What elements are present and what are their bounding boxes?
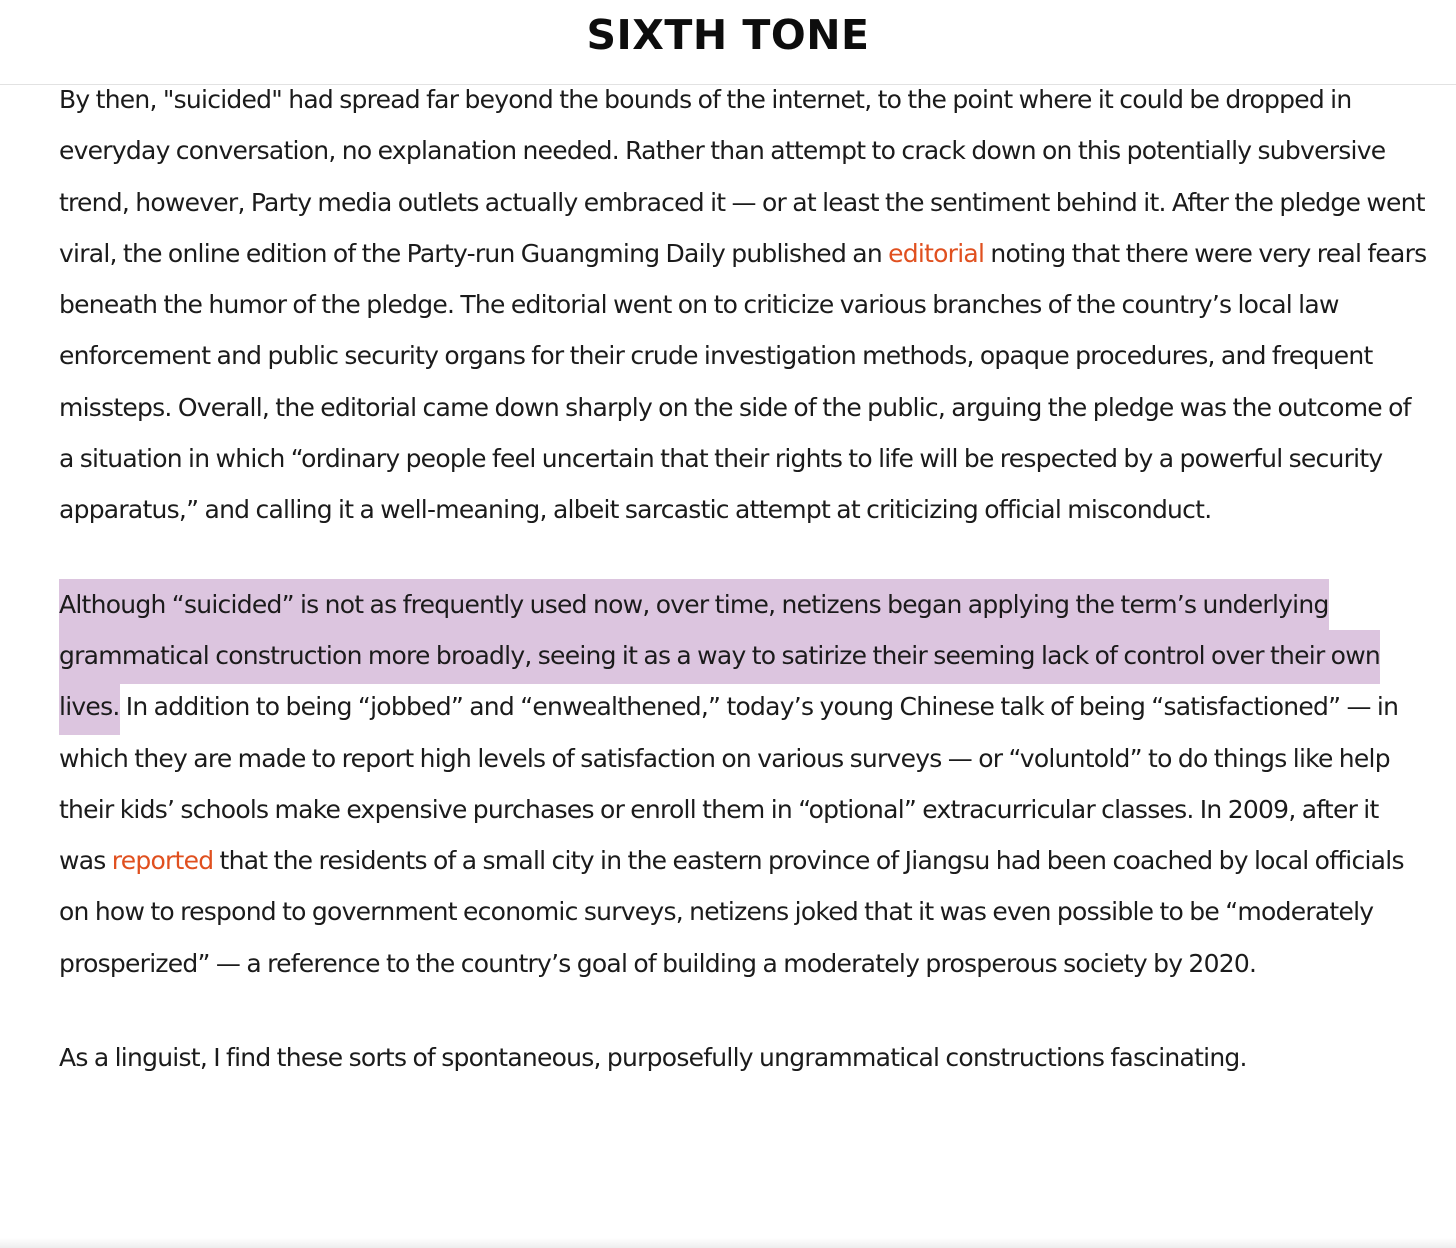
reported-link[interactable]: reported: [111, 846, 214, 876]
article-paragraph-1: [59, 74, 1429, 536]
editorial-link[interactable]: editorial: [888, 238, 985, 268]
article-paragraph-2: [59, 579, 1429, 989]
highlighted-text-selection[interactable]: Although “suicided” is not as frequently used now, over time, netizens began applying the term’s underlying grammatical construction more broadly, seeing it as a way to satirize their seeming lack of control over their own lives.: [59, 579, 1380, 736]
article-paragraph-3: [59, 1032, 1429, 1083]
site-header: [0, 0, 1456, 85]
paragraph-text: that the residents of a small city in the eastern province of Jiangsu had been coached by local officials on how to respond to government economic surveys, netizens joked that it was even possible to be “moderately prosperized” — a reference to the country’s goal of building a moderately prosperous society by 2020.: [59, 846, 1404, 978]
paragraph-text: noting that there were very real fears beneath the humor of the pledge. The editorial went on to criticize various branches of the country’s local law enforcement and public security organs for their crude investigation methods, opaque procedures, and frequent missteps. Overall, the editorial came down sharply on the side of the public, arguing the pledge was the outcome of a situation in which “ordinary people feel uncertain that their rights to life will be respected by a powerful security apparatus,” and calling it a well-meaning, albeit sarcastic attempt at criticizing official misconduct.: [59, 238, 1427, 525]
paragraph-text: By then, "suicided" had spread far beyond the bounds of the internet, to the point where it could be dropped in everyday conversation, no explanation needed. Rather than attempt to crack down on this potentially subversive trend, however, Party media outlets actually embraced it — or at least the sentiment behind it. After the pledge went viral, the online edition of the Party-run Guangming Daily published an: [59, 85, 1425, 268]
paragraph-text: In addition to being “jobbed” and “enwealthened,” today’s young Chinese talk of being “satisfactioned” — in which they are made to report high levels of satisfaction on various surveys — or “voluntold” to do things like help their kids’ schools make expensive purchases or enroll them in “optional” extracurricular classes. In 2009, after it was: [59, 692, 1399, 876]
article-body: [59, 74, 1429, 1083]
site-logo[interactable]: SIXTH TONE: [586, 11, 870, 59]
bottom-edge-shadow: [0, 1238, 1456, 1248]
paragraph-text: As a linguist, I find these sorts of spontaneous, purposefully ungrammatical constructions fascinating.: [59, 1043, 1247, 1073]
